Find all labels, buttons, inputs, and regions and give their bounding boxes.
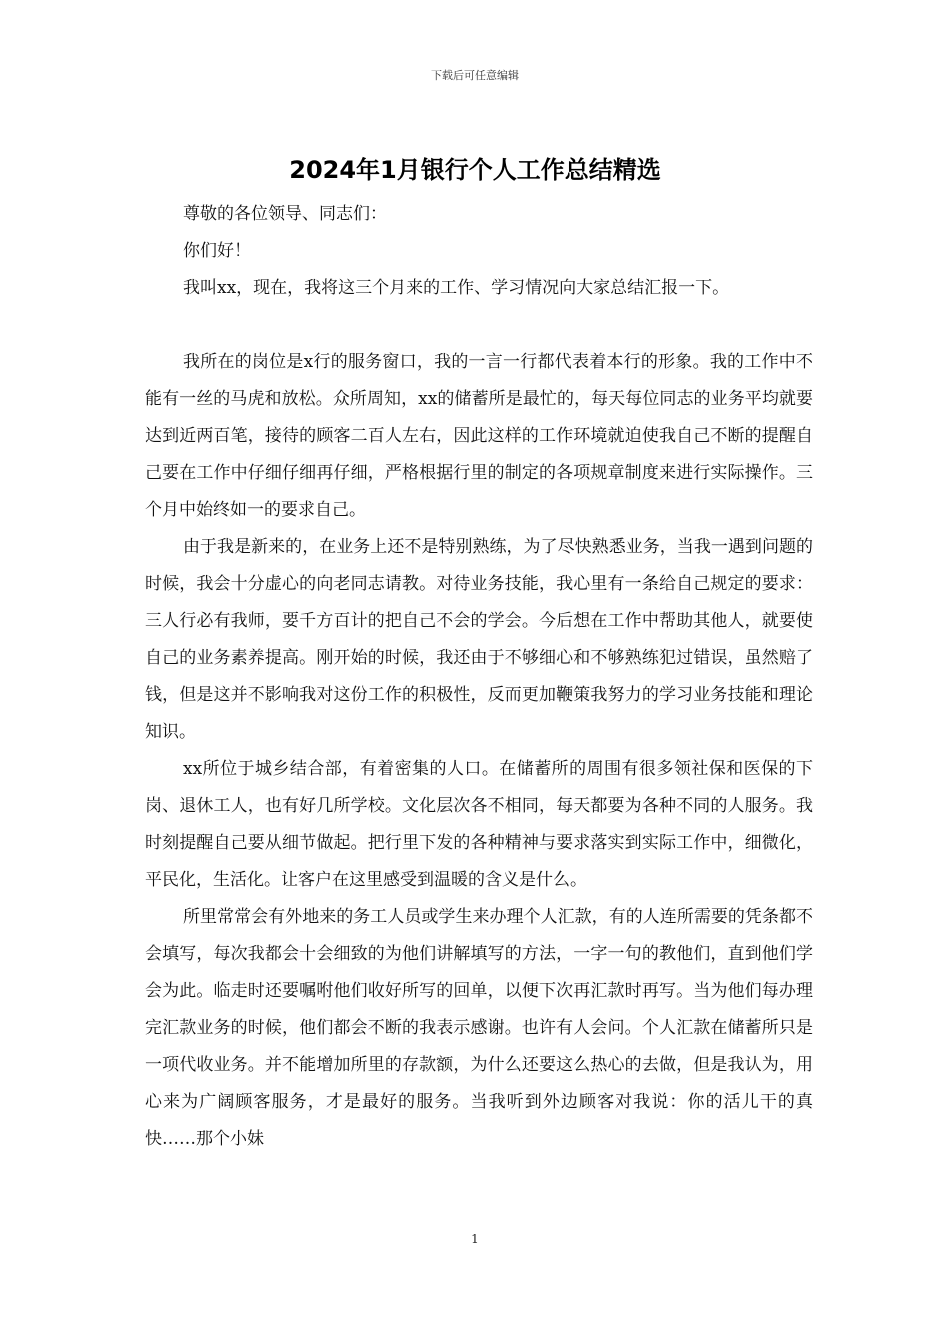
body-paragraph-1: 我所在的岗位是x行的服务窗口，我的一言一行都代表着本行的形象。我的工作中不能有一丝的马虎和放松。众所周知，xx的储蓄所是最忙的，每天每位同志的业务平均就要达到近两百笔，接待的顾客二百人左右，因此这样的工作环境就迫使我自己不断的提醒自己要在工作中仔细仔细再仔细，严格根据行里的制定的各项规章制度来进行实际操作。三个月中始终如一的要求自己。 <box>145 352 813 520</box>
document-title: 2024年1月银行个人工作总结精选 <box>289 156 661 184</box>
page-number: 1 <box>471 1232 479 1246</box>
paragraph-spacer <box>145 307 813 344</box>
document-body <box>145 196 813 1158</box>
intro-line: 我叫xx，现在，我将这三个月来的工作、学习情况向大家总结汇报一下。 <box>183 278 730 298</box>
body-paragraph-3: xx所位于城乡结合部，有着密集的人口。在储蓄所的周围有很多领社保和医保的下岗、退休工人，也有好几所学校。文化层次各不相同，每天都要为各种不同的人服务。我时刻提醒自己要从细节做起。把行里下发的各种精神与要求落实到实际工作中，细微化，平民化，生活化。让客户在这里感受到温暖的含义是什么。 <box>145 759 813 890</box>
hello-line: 你们好！ <box>183 241 251 261</box>
body-paragraph-4: 所里常常会有外地来的务工人员或学生来办理个人汇款，有的人连所需要的凭条都不会填写，每次我都会十会细致的为他们讲解填写的方法，一字一句的教他们，直到他们学会为此。临走时还要嘱咐他们收好所写的回单，以便下次再汇款时再写。当为他们每办理完汇款业务的时候，他们都会不断的我表示感谢。也许有人会问。个人汇款在储蓄所只是一项代收业务。并不能增加所里的存款额，为什么还要这么热心的去做，但是我认为，用心来为广阔顾客服务，才是最好的服务。当我听到外边顾客对我说：你的活儿干的真快……那个小妹 <box>145 907 813 1149</box>
header-note: 下载后可任意编辑 <box>431 69 519 82</box>
body-paragraph-2: 由于我是新来的，在业务上还不是特别熟练，为了尽快熟悉业务，当我一遇到问题的时候，我会十分虚心的向老同志请教。对待业务技能，我心里有一条给自己规定的要求：三人行必有我师，要千方百计的把自己不会的学会。今后想在工作中帮助其他人，就要使自己的业务素养提高。刚开始的时候，我还由于不够细心和不够熟练犯过错误，虽然赔了钱，但是这并不影响我对这份工作的积极性，反而更加鞭策我努力的学习业务技能和理论知识。 <box>145 537 813 742</box>
greeting-line: 尊敬的各位领导、同志们： <box>183 204 387 224</box>
